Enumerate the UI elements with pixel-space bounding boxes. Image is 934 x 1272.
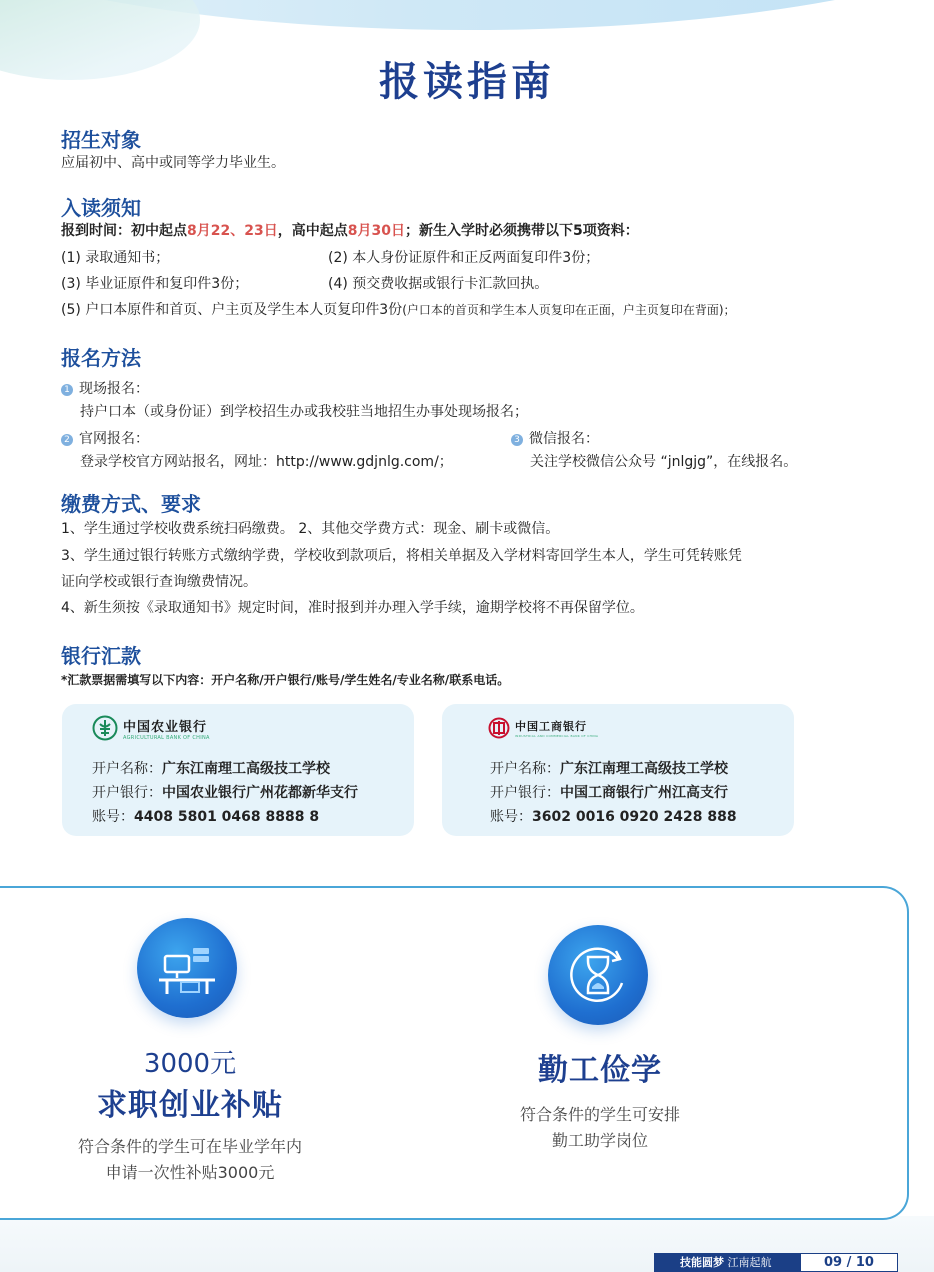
bank-logo-sub: AGRICULTURAL BANK OF CHINA bbox=[123, 734, 210, 741]
page-title: 报读指南 bbox=[379, 59, 555, 105]
report-prefix: 报到时间：初中起点 bbox=[61, 223, 187, 239]
account-number-row bbox=[490, 806, 737, 826]
abc-logo bbox=[92, 713, 210, 743]
required-item: (1) 录取通知书； bbox=[61, 250, 170, 266]
report-time-line bbox=[61, 220, 639, 240]
required-item: (3) 毕业证原件和复印件3份； bbox=[61, 276, 249, 292]
enrollment-target-text: 应届初中、高中或同等学力毕业生。 bbox=[61, 155, 285, 171]
benefit-desc-line: 申请一次性补贴3000元 bbox=[105, 1163, 275, 1182]
section-heading-enrollment-target: 招生对象 bbox=[61, 128, 141, 152]
required-item: (2) 本人身份证原件和正反两面复印件3份； bbox=[328, 250, 600, 266]
section-heading-registration: 报名方法 bbox=[61, 346, 141, 370]
bank-logo-sub: INDUSTRIAL AND COMMERCIAL BANK OF CHINA bbox=[515, 734, 599, 738]
method-label: 官网报名： bbox=[79, 431, 149, 447]
benefit-desc-line: 勤工助学岗位 bbox=[551, 1131, 648, 1150]
desk-computer-icon bbox=[137, 918, 237, 1018]
report-mid: ，高中起点 bbox=[277, 223, 348, 239]
required-item-5-note: (户口本的首页和学生本人页复印在正面，户主页复印在背面)； bbox=[402, 303, 736, 317]
benefit-desc bbox=[40, 1134, 340, 1186]
payment-line: 3、学生通过银行转账方式缴纳学费，学校收到款项后，将相关单据及入学材料寄回学生本人，学生可凭转账凭 bbox=[61, 548, 742, 564]
method-desc: 持户口本（或身份证）到学校招生办或我校驻当地招生办事处现场报名； bbox=[80, 404, 528, 420]
section-heading-admission-notice: 入读须知 bbox=[61, 196, 141, 220]
payment-line: 证向学校或银行查询缴费情况。 bbox=[61, 574, 257, 590]
bank-transfer-note: *汇款票据需填写以下内容：开户名称/开户银行/账号/学生姓名/专业名称/联系电话。 bbox=[61, 673, 510, 687]
registration-method-onsite bbox=[61, 378, 149, 398]
benefit-title: 求职创业补贴 bbox=[97, 1088, 283, 1123]
benefit-amount: 3000元 bbox=[143, 1049, 237, 1079]
icbc-logo-icon bbox=[488, 717, 510, 739]
label: 开户名称： bbox=[490, 761, 560, 777]
method-label: 微信报名： bbox=[529, 431, 599, 447]
page-number: 09 / 10 bbox=[800, 1253, 898, 1272]
bank-logo-name: 中国工商银行 bbox=[515, 720, 587, 733]
bank-logo-name: 中国农业银行 bbox=[123, 719, 208, 735]
report-junior-date: 8月22、23日 bbox=[187, 223, 278, 239]
label: 开户银行： bbox=[490, 785, 560, 801]
account-number-row bbox=[92, 806, 319, 826]
account-name-row bbox=[490, 758, 728, 778]
required-item-5: (5) 户口本原件和首页、户主页及学生本人页复印件3份 bbox=[61, 302, 403, 318]
number-badge: 1 bbox=[61, 384, 73, 396]
account-number: 4408 5801 0468 8888 8 bbox=[134, 809, 320, 825]
registration-method-wechat bbox=[511, 428, 599, 448]
account-name: 广东江南理工高级技工学校 bbox=[162, 761, 330, 777]
account-number: 3602 0016 0920 2428 888 bbox=[532, 809, 737, 825]
bank-card-abc bbox=[62, 704, 414, 836]
bank-name: 中国工商银行广州江高支行 bbox=[560, 785, 728, 801]
icbc-logo bbox=[488, 713, 598, 743]
bank-name-row bbox=[490, 782, 728, 802]
bank-card-icbc bbox=[442, 704, 794, 836]
required-item: (4) 预交费收据或银行卡汇款回执。 bbox=[328, 276, 549, 292]
label: 开户银行： bbox=[92, 785, 162, 801]
benefit-desc bbox=[450, 1102, 750, 1154]
label: 账号： bbox=[490, 809, 532, 825]
payment-line: 4、新生须按《录取通知书》规定时间，准时报到并办理入学手续，逾期学校将不再保留学位。 bbox=[61, 600, 644, 616]
number-badge: 3 bbox=[511, 434, 523, 446]
section-heading-payment: 缴费方式、要求 bbox=[61, 492, 201, 516]
benefit-title: 勤工俭学 bbox=[538, 1053, 662, 1088]
footer-slogan-bold: 技能圆梦 bbox=[680, 1256, 724, 1269]
method-desc: 登录学校官方网站报名，网址：http://www.gdjnlg.com/； bbox=[80, 454, 453, 470]
report-senior-date: 8月30日 bbox=[347, 223, 405, 239]
required-item bbox=[61, 299, 736, 319]
payment-line: 1、学生通过学校收费系统扫码缴费。 2、其他交学费方式：现金、刷卡或微信。 bbox=[61, 521, 560, 537]
section-heading-bank-transfer: 银行汇款 bbox=[61, 644, 141, 668]
label: 账号： bbox=[92, 809, 134, 825]
bank-name: 中国农业银行广州花都新华支行 bbox=[162, 785, 358, 801]
number-badge: 2 bbox=[61, 434, 73, 446]
registration-method-website bbox=[61, 428, 149, 448]
account-name: 广东江南理工高级技工学校 bbox=[560, 761, 728, 777]
method-desc: 关注学校微信公众号 “jnlgjg”，在线报名。 bbox=[530, 454, 798, 470]
footer-slogan bbox=[654, 1253, 800, 1272]
benefit-desc-line: 符合条件的学生可在毕业学年内 bbox=[77, 1137, 302, 1156]
method-label: 现场报名： bbox=[79, 381, 149, 397]
bank-name-row bbox=[92, 782, 358, 802]
abc-logo-icon bbox=[92, 715, 118, 741]
account-name-row bbox=[92, 758, 330, 778]
label: 开户名称： bbox=[92, 761, 162, 777]
report-suffix: ；新生入学时必须携带以下5项资料： bbox=[404, 223, 639, 239]
footer-slogan-text: 江南起航 bbox=[727, 1256, 772, 1269]
hourglass-icon bbox=[548, 925, 648, 1025]
benefit-desc-line: 符合条件的学生可安排 bbox=[519, 1105, 680, 1124]
